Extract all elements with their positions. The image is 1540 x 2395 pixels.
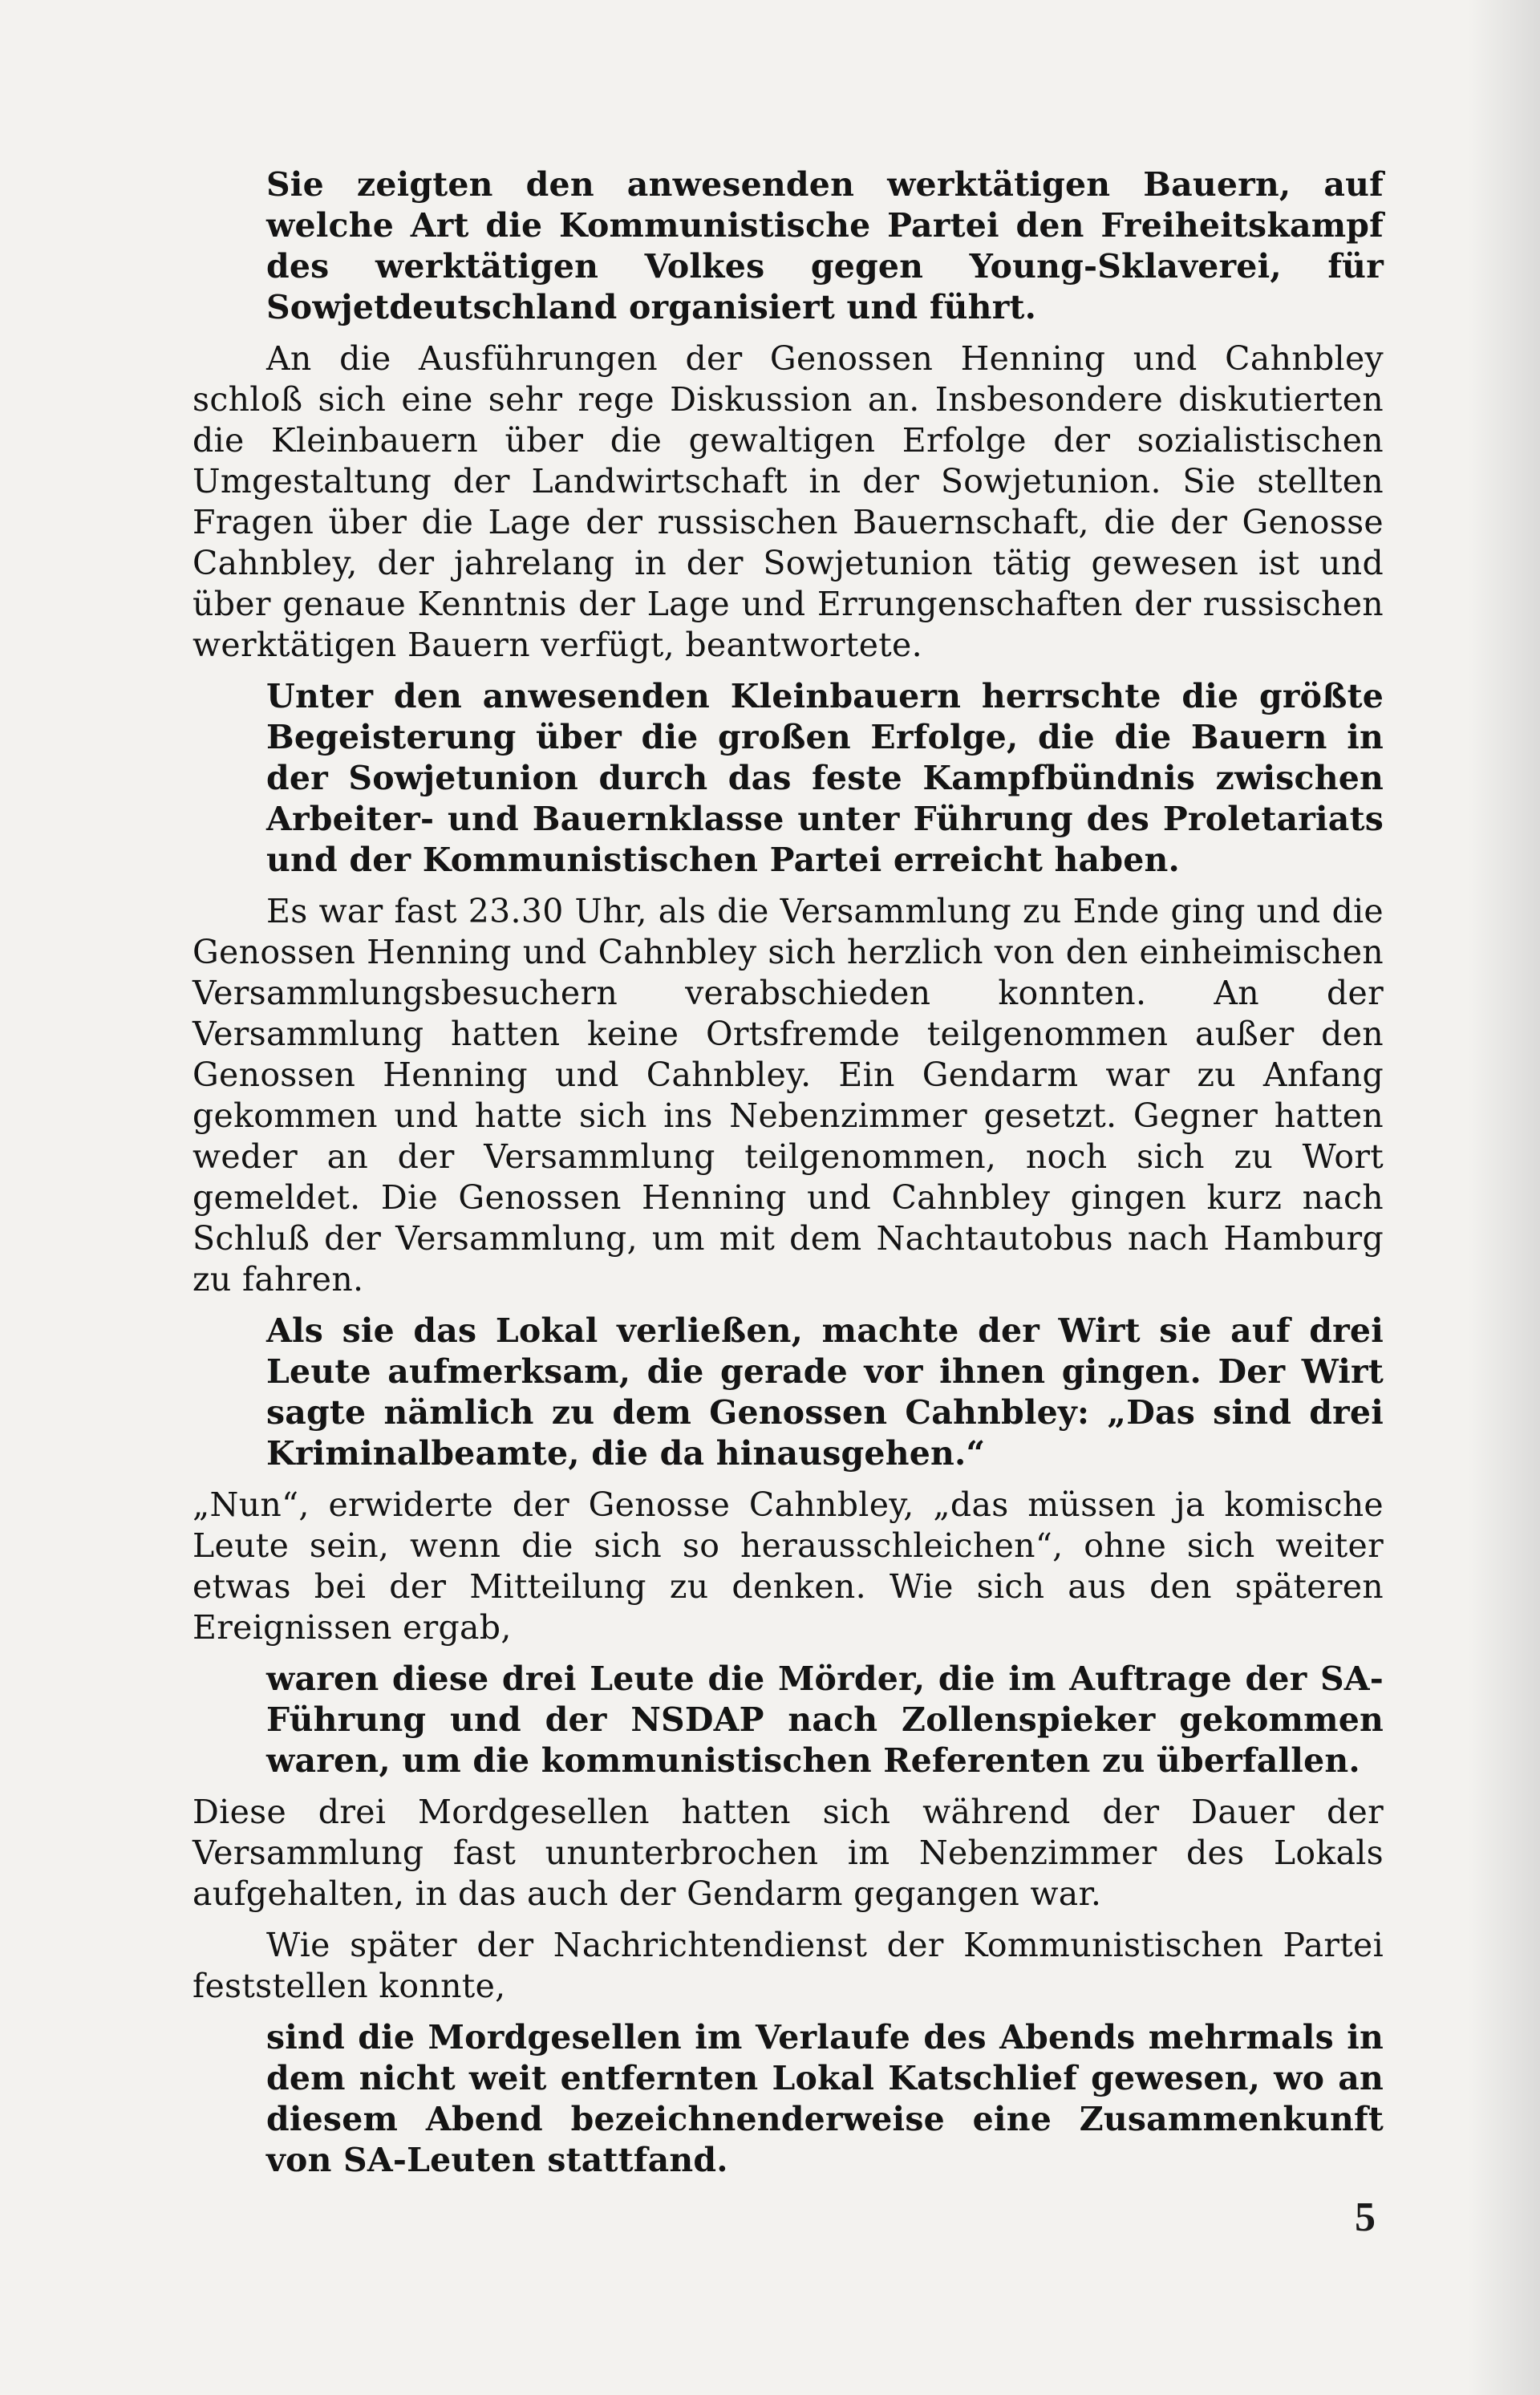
paragraph-7: waren diese drei Leute die Mörder, die im Auftrage der SA-Führung und der NSDAP nach Zollenspieker gekommen waren, um die kommunistischen Referenten zu überfallen. [266, 1659, 1384, 1780]
paragraph-2: An die Ausführungen der Genossen Henning und Cahnbley schloß sich eine sehr rege Diskussion an. Insbesondere diskutierten die Kleinbauern über die gewaltigen Erfolge der sozialistischen Umgestaltung der Landwirtschaft in der Sowjetunion. Sie stellten Fragen über die Lage der russischen Bauernschaft, die der Genosse Cahnbley, der jahrelang in der Sowjetunion tätig gewesen ist und über genaue Kenntnis der Lage und Errungenschaften der russischen werktätigen Bauern verfügt, beantwortete. [192, 339, 1384, 664]
paragraph-9: Wie später der Nachrichtendienst der Kommunistischen Partei feststellen konnte, [192, 1926, 1384, 2005]
paragraph-10: sind die Mordgesellen im Verlaufe des Abends mehrmals in dem nicht weit entfernten Lokal Katschlief gewesen, wo an diesem Abend bezeichnenderweise eine Zusammenkunft von SA-Leuten stattfand. [266, 2018, 1384, 2179]
paragraph-4: Es war fast 23.30 Uhr, als die Versammlung zu Ende ging und die Genossen Henning und Cahnbley sich herzlich von den einheimischen Versammlungsbesuchern verabschieden konnten. An der Versammlung hatten keine Ortsfremde teilgenommen außer den Genossen Henning und Cahnbley. Ein Gendarm war zu Anfang gekommen und hatte sich ins Nebenzimmer gesetzt. Gegner hatten weder an der Versammlung teilgenommen, noch sich zu Wort gemeldet. Die Genossen Henning und Cahnbley gingen kurz nach Schluß der Versammlung, um mit dem Nachtautobus nach Hamburg zu fahren. [192, 892, 1384, 1299]
page-number: 5 [1355, 2194, 1376, 2240]
page-edge-shadow [1468, 0, 1540, 2395]
paragraph-8: Diese drei Mordgesellen hatten sich während der Dauer der Versammlung fast ununterbrochen im Nebenzimmer des Lokals aufgehalten, in das auch der Gendarm gegangen war. [192, 1793, 1384, 1913]
paragraph-3: Unter den anwesenden Kleinbauern herrschte die größte Begeisterung über die großen Erfolge, die die Bauern in der Sowjetunion durch das feste Kampfbündnis zwischen Arbeiter- und Bauernklasse unter Führung des Proletariats und der Kommunistischen Partei erreicht haben. [266, 677, 1384, 879]
document-page [192, 164, 1384, 2191]
paragraph-5: Als sie das Lokal verließen, machte der Wirt sie auf drei Leute aufmerksam, die gerade vor ihnen gingen. Der Wirt sagte nämlich zu dem Genossen Cahnbley: „Das sind drei Kriminalbeamte, die da hinausgehen.“ [266, 1311, 1384, 1473]
paragraph-6: „Nun“, erwiderte der Genosse Cahnbley, „das müssen ja komische Leute sein, wenn die sich so herausschleichen“, ohne sich weiter etwas bei der Mitteilung zu denken. Wie sich aus den späteren Ereignissen ergab, [192, 1485, 1384, 1647]
paragraph-1: Sie zeigten den anwesenden werktätigen Bauern, auf welche Art die Kommunistische Partei den Freiheitskampf des werktätigen Volkes gegen Young-Sklaverei, für Sowjetdeutschland organisiert und führt. [266, 165, 1384, 326]
